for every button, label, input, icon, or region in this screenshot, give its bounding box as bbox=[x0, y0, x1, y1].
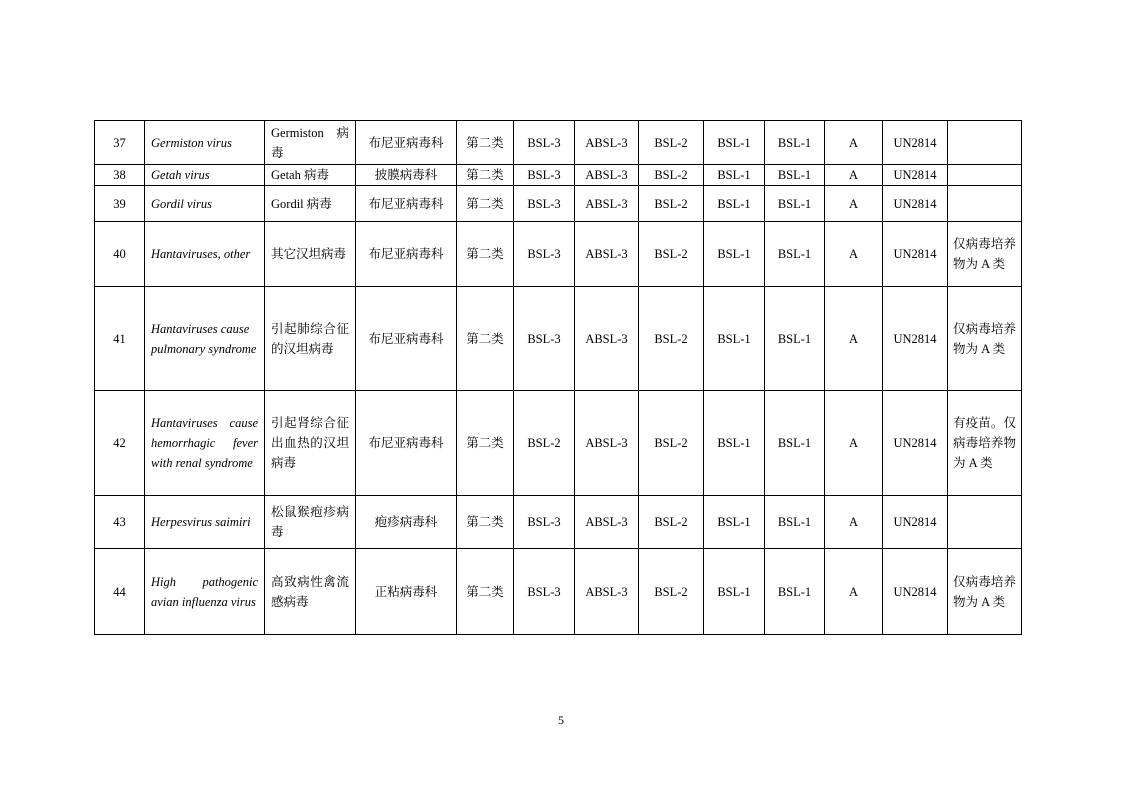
table-row bbox=[95, 186, 1022, 222]
row-number-cell: 43 bbox=[95, 496, 145, 549]
chinese-name-cell: 引起肺综合征的汉坦病毒 bbox=[265, 287, 356, 391]
remarks-cell bbox=[948, 496, 1022, 549]
chinese-name-cell: Gordil 病毒 bbox=[265, 186, 356, 222]
uncultured-material-level-cell: BSL-2 bbox=[639, 287, 704, 391]
table-row bbox=[95, 165, 1022, 186]
un-number-cell: UN2814 bbox=[883, 287, 948, 391]
table-body bbox=[95, 121, 1022, 635]
remarks-cell bbox=[948, 165, 1022, 186]
non-infectious-material-level-cell: BSL-1 bbox=[765, 549, 825, 635]
table-row bbox=[95, 222, 1022, 287]
uncultured-material-level-cell: BSL-2 bbox=[639, 165, 704, 186]
scientific-name-cell: Herpesvirus saimiri bbox=[145, 496, 265, 549]
hazard-class-cell: 第二类 bbox=[457, 165, 514, 186]
inactivated-material-level-cell: BSL-1 bbox=[704, 222, 765, 287]
remarks-cell bbox=[948, 186, 1022, 222]
chinese-name-cell: 松鼠猴疱疹病毒 bbox=[265, 496, 356, 549]
scientific-name-cell: Germiston virus bbox=[145, 121, 265, 165]
transport-category-cell: A bbox=[825, 391, 883, 496]
un-number-cell: UN2814 bbox=[883, 121, 948, 165]
scientific-name-cell: Hantaviruses cause pulmonary syndrome bbox=[145, 287, 265, 391]
hazard-class-cell: 第二类 bbox=[457, 121, 514, 165]
un-number-cell: UN2814 bbox=[883, 186, 948, 222]
animal-infection-level-cell: ABSL-3 bbox=[575, 121, 639, 165]
scientific-name-cell: Getah virus bbox=[145, 165, 265, 186]
uncultured-material-level-cell: BSL-2 bbox=[639, 549, 704, 635]
animal-infection-level-cell: ABSL-3 bbox=[575, 287, 639, 391]
hazard-class-cell: 第二类 bbox=[457, 186, 514, 222]
inactivated-material-level-cell: BSL-1 bbox=[704, 549, 765, 635]
transport-category-cell: A bbox=[825, 165, 883, 186]
un-number-cell: UN2814 bbox=[883, 222, 948, 287]
inactivated-material-level-cell: BSL-1 bbox=[704, 121, 765, 165]
virus-family-cell: 布尼亚病毒科 bbox=[356, 287, 457, 391]
hazard-class-cell: 第二类 bbox=[457, 496, 514, 549]
un-number-cell: UN2814 bbox=[883, 165, 948, 186]
animal-infection-level-cell: ABSL-3 bbox=[575, 549, 639, 635]
un-number-cell: UN2814 bbox=[883, 549, 948, 635]
non-infectious-material-level-cell: BSL-1 bbox=[765, 391, 825, 496]
non-infectious-material-level-cell: BSL-1 bbox=[765, 121, 825, 165]
lab-culture-level-cell: BSL-3 bbox=[514, 186, 575, 222]
table-row bbox=[95, 496, 1022, 549]
row-number-cell: 42 bbox=[95, 391, 145, 496]
remarks-cell: 仅病毒培养物为 A 类 bbox=[948, 287, 1022, 391]
lab-culture-level-cell: BSL-3 bbox=[514, 121, 575, 165]
uncultured-material-level-cell: BSL-2 bbox=[639, 186, 704, 222]
lab-culture-level-cell: BSL-3 bbox=[514, 287, 575, 391]
transport-category-cell: A bbox=[825, 121, 883, 165]
row-number-cell: 40 bbox=[95, 222, 145, 287]
non-infectious-material-level-cell: BSL-1 bbox=[765, 287, 825, 391]
lab-culture-level-cell: BSL-2 bbox=[514, 391, 575, 496]
uncultured-material-level-cell: BSL-2 bbox=[639, 391, 704, 496]
non-infectious-material-level-cell: BSL-1 bbox=[765, 496, 825, 549]
lab-culture-level-cell: BSL-3 bbox=[514, 549, 575, 635]
uncultured-material-level-cell: BSL-2 bbox=[639, 496, 704, 549]
transport-category-cell: A bbox=[825, 186, 883, 222]
scientific-name-cell: Hantaviruses, other bbox=[145, 222, 265, 287]
chinese-name-cell: 高致病性禽流感病毒 bbox=[265, 549, 356, 635]
virus-family-cell: 疱疹病毒科 bbox=[356, 496, 457, 549]
transport-category-cell: A bbox=[825, 549, 883, 635]
scientific-name-cell: High pathogenic avian influenza virus bbox=[145, 549, 265, 635]
remarks-cell bbox=[948, 121, 1022, 165]
hazard-class-cell: 第二类 bbox=[457, 391, 514, 496]
row-number-cell: 44 bbox=[95, 549, 145, 635]
chinese-name-cell: Germiston 病毒 bbox=[265, 121, 356, 165]
inactivated-material-level-cell: BSL-1 bbox=[704, 287, 765, 391]
table-row bbox=[95, 287, 1022, 391]
row-number-cell: 38 bbox=[95, 165, 145, 186]
transport-category-cell: A bbox=[825, 222, 883, 287]
chinese-name-cell: Getah 病毒 bbox=[265, 165, 356, 186]
lab-culture-level-cell: BSL-3 bbox=[514, 496, 575, 549]
non-infectious-material-level-cell: BSL-1 bbox=[765, 165, 825, 186]
un-number-cell: UN2814 bbox=[883, 496, 948, 549]
inactivated-material-level-cell: BSL-1 bbox=[704, 165, 765, 186]
animal-infection-level-cell: ABSL-3 bbox=[575, 391, 639, 496]
lab-culture-level-cell: BSL-3 bbox=[514, 165, 575, 186]
chinese-name-cell: 引起肾综合征出血热的汉坦病毒 bbox=[265, 391, 356, 496]
table-row bbox=[95, 391, 1022, 496]
inactivated-material-level-cell: BSL-1 bbox=[704, 391, 765, 496]
non-infectious-material-level-cell: BSL-1 bbox=[765, 222, 825, 287]
transport-category-cell: A bbox=[825, 287, 883, 391]
table-row bbox=[95, 121, 1022, 165]
animal-infection-level-cell: ABSL-3 bbox=[575, 496, 639, 549]
animal-infection-level-cell: ABSL-3 bbox=[575, 222, 639, 287]
row-number-cell: 41 bbox=[95, 287, 145, 391]
animal-infection-level-cell: ABSL-3 bbox=[575, 186, 639, 222]
inactivated-material-level-cell: BSL-1 bbox=[704, 186, 765, 222]
transport-category-cell: A bbox=[825, 496, 883, 549]
hazard-class-cell: 第二类 bbox=[457, 287, 514, 391]
virus-family-cell: 布尼亚病毒科 bbox=[356, 391, 457, 496]
animal-infection-level-cell: ABSL-3 bbox=[575, 165, 639, 186]
hazard-class-cell: 第二类 bbox=[457, 222, 514, 287]
uncultured-material-level-cell: BSL-2 bbox=[639, 121, 704, 165]
remarks-cell: 仅病毒培养物为 A 类 bbox=[948, 549, 1022, 635]
remarks-cell: 仅病毒培养物为 A 类 bbox=[948, 222, 1022, 287]
row-number-cell: 37 bbox=[95, 121, 145, 165]
non-infectious-material-level-cell: BSL-1 bbox=[765, 186, 825, 222]
pathogen-table bbox=[94, 120, 1022, 635]
table-row bbox=[95, 549, 1022, 635]
virus-family-cell: 布尼亚病毒科 bbox=[356, 186, 457, 222]
scientific-name-cell: Gordil virus bbox=[145, 186, 265, 222]
virus-family-cell: 正粘病毒科 bbox=[356, 549, 457, 635]
virus-family-cell: 披膜病毒科 bbox=[356, 165, 457, 186]
hazard-class-cell: 第二类 bbox=[457, 549, 514, 635]
scientific-name-cell: Hantaviruses cause hemorrhagic fever with renal syndrome bbox=[145, 391, 265, 496]
row-number-cell: 39 bbox=[95, 186, 145, 222]
uncultured-material-level-cell: BSL-2 bbox=[639, 222, 704, 287]
inactivated-material-level-cell: BSL-1 bbox=[704, 496, 765, 549]
un-number-cell: UN2814 bbox=[883, 391, 948, 496]
virus-family-cell: 布尼亚病毒科 bbox=[356, 121, 457, 165]
virus-family-cell: 布尼亚病毒科 bbox=[356, 222, 457, 287]
page-number: 5 bbox=[558, 713, 564, 727]
chinese-name-cell: 其它汉坦病毒 bbox=[265, 222, 356, 287]
lab-culture-level-cell: BSL-3 bbox=[514, 222, 575, 287]
remarks-cell: 有疫苗。仅病毒培养物为 A 类 bbox=[948, 391, 1022, 496]
